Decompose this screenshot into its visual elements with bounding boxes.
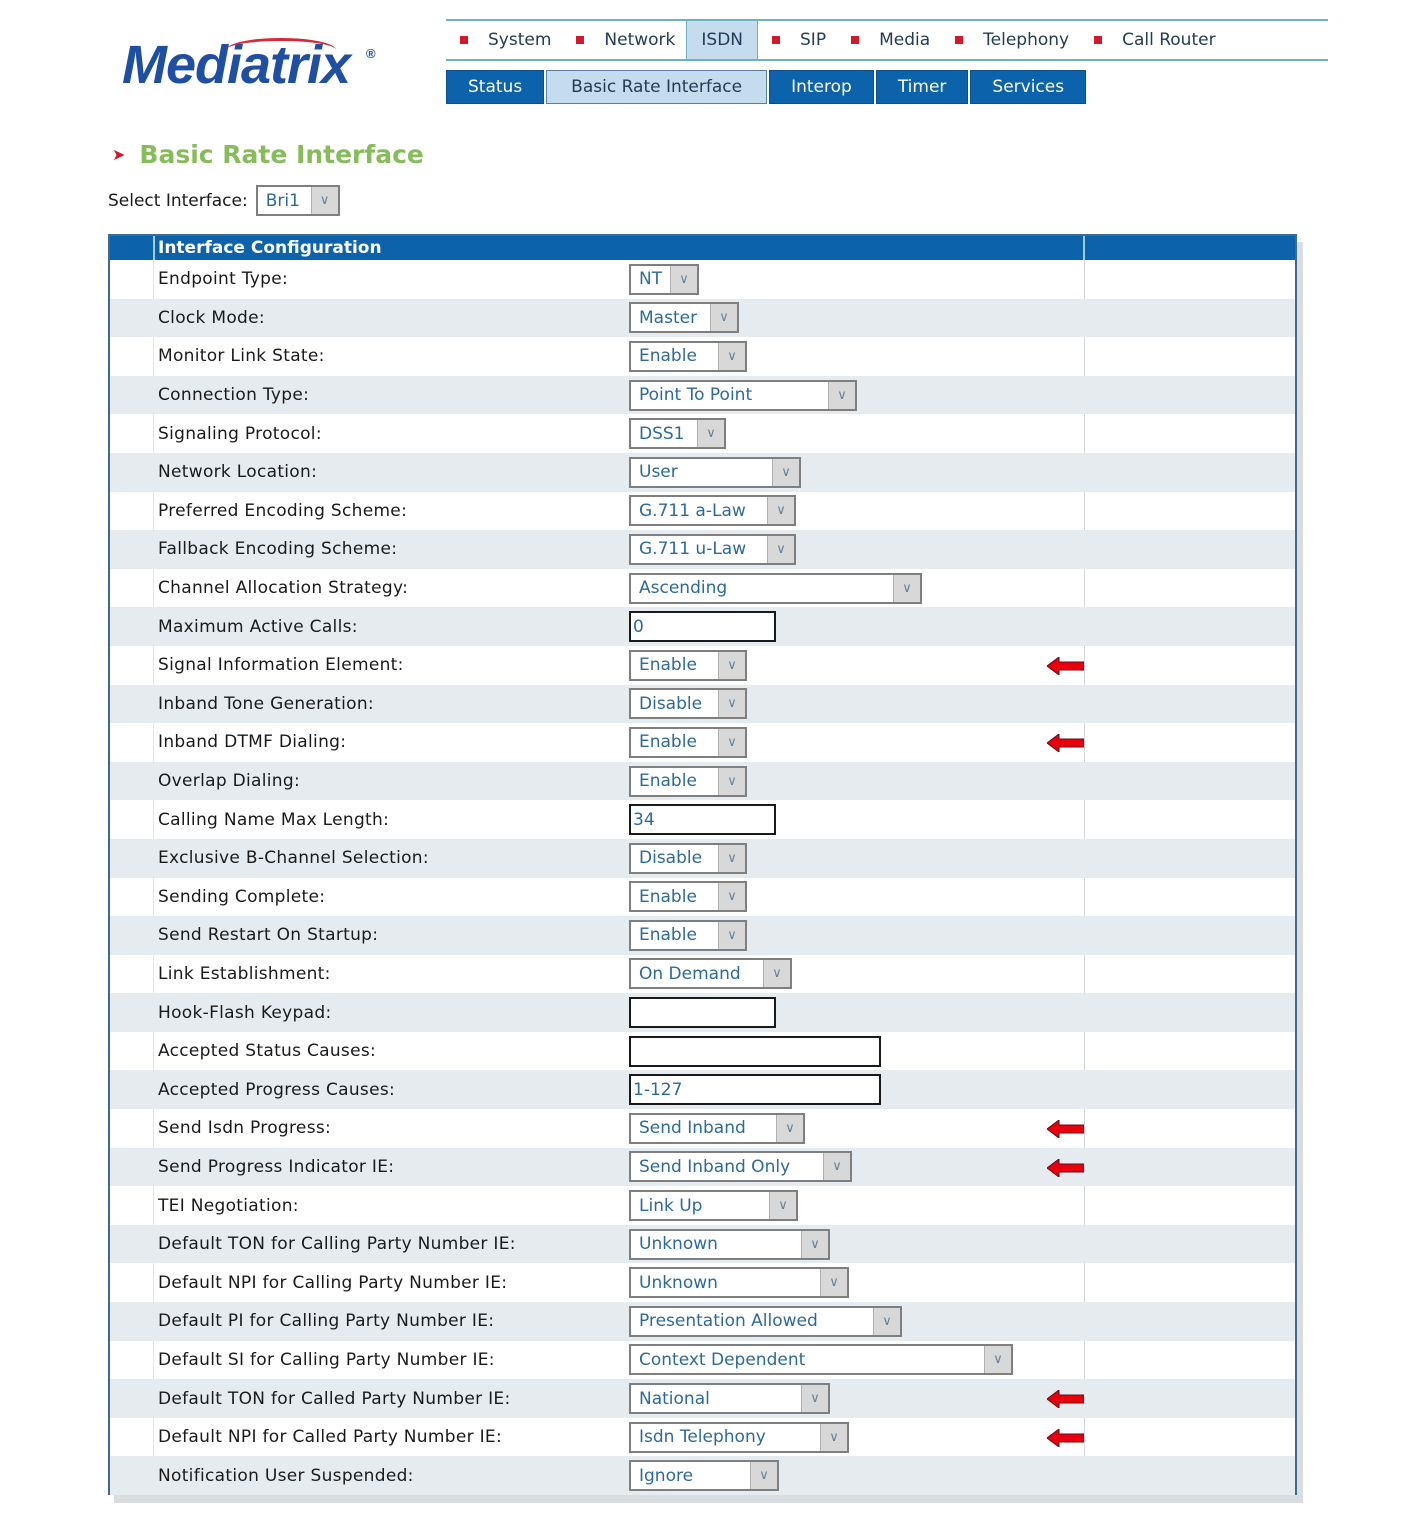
chevron-down-icon[interactable]: ∨ — [718, 690, 745, 717]
field-label: Sending Complete: — [158, 886, 326, 907]
arrow-left-icon — [1047, 1159, 1084, 1177]
arrow-left-icon — [1047, 1390, 1084, 1408]
interface-select[interactable] — [256, 185, 340, 216]
config-row — [110, 1341, 1295, 1380]
select-value: G.711 a-Law — [639, 500, 746, 521]
select-value: Enable — [639, 925, 697, 946]
chevron-down-icon[interactable]: ∨ — [776, 1115, 803, 1142]
config-row — [110, 1109, 1295, 1148]
config-row — [110, 530, 1295, 569]
field-select[interactable] — [629, 380, 857, 411]
field-select[interactable] — [629, 1113, 805, 1144]
select-value: Enable — [639, 346, 697, 367]
field-label: Default TON for Called Party Number IE: — [158, 1388, 511, 1409]
field-input[interactable] — [629, 997, 776, 1028]
tab-basic-rate-interface[interactable]: Basic Rate Interface — [546, 70, 767, 104]
tab-timer[interactable]: Timer — [876, 70, 969, 104]
chevron-down-icon[interactable]: ∨ — [767, 497, 794, 524]
field-label: Overlap Dialing: — [158, 771, 300, 792]
field-input[interactable]: 0 — [629, 611, 776, 642]
chevron-down-icon[interactable]: ∨ — [718, 768, 745, 795]
tab-status[interactable]: Status — [446, 70, 544, 104]
nav-sip[interactable] — [758, 21, 837, 59]
config-rows — [110, 260, 1295, 1495]
field-select[interactable] — [629, 418, 726, 449]
config-row — [110, 1225, 1295, 1264]
select-value: Enable — [639, 732, 697, 753]
config-row — [110, 993, 1295, 1032]
square-bullet-icon — [1094, 36, 1102, 44]
select-value: NT — [639, 269, 663, 290]
field-select[interactable] — [629, 573, 922, 604]
chevron-down-icon[interactable]: ∨ — [820, 1269, 847, 1296]
square-bullet-icon — [460, 36, 468, 44]
field-select[interactable] — [629, 766, 747, 797]
field-label: Default NPI for Called Party Number IE: — [158, 1427, 502, 1448]
config-row — [110, 453, 1295, 492]
select-value: National — [639, 1388, 710, 1409]
config-row — [110, 723, 1295, 762]
field-select[interactable] — [629, 1229, 830, 1260]
field-label: Fallback Encoding Scheme: — [158, 539, 398, 560]
select-value: On Demand — [639, 963, 741, 984]
field-label: Clock Mode: — [158, 307, 265, 328]
config-row — [110, 1263, 1295, 1302]
config-row — [110, 646, 1295, 685]
main-navigation — [446, 19, 1328, 61]
chevron-down-icon[interactable]: ∨ — [801, 1231, 828, 1258]
config-row — [110, 1379, 1295, 1418]
mediatrix-logo — [122, 34, 375, 96]
config-row — [110, 1456, 1295, 1495]
config-row — [110, 569, 1295, 608]
nav-label: Media — [879, 30, 931, 50]
select-value: Send Inband Only — [639, 1156, 791, 1177]
nav-label: ISDN — [701, 30, 744, 50]
chevron-down-icon[interactable]: ∨ — [873, 1308, 900, 1335]
config-row — [110, 492, 1295, 531]
select-value: Enable — [639, 655, 697, 676]
chevron-down-icon[interactable]: ∨ — [984, 1346, 1011, 1373]
field-select[interactable] — [629, 264, 699, 295]
nav-label: System — [488, 30, 552, 50]
select-value: Ascending — [639, 578, 728, 599]
field-label: Default PI for Calling Party Number IE: — [158, 1311, 495, 1332]
config-row — [110, 1070, 1295, 1109]
field-label: Hook-Flash Keypad: — [158, 1002, 332, 1023]
field-label: Inband Tone Generation: — [158, 693, 374, 714]
chevron-down-icon[interactable]: ∨ — [893, 575, 920, 602]
field-label: Default SI for Calling Party Number IE: — [158, 1349, 495, 1370]
chevron-down-icon[interactable]: ∨ — [750, 1462, 777, 1489]
chevron-down-icon[interactable]: ∨ — [820, 1424, 847, 1451]
chevron-down-icon[interactable]: ∨ — [718, 845, 745, 872]
chevron-down-icon[interactable]: ∨ — [767, 536, 794, 563]
select-value: Presentation Allowed — [639, 1311, 818, 1332]
chevron-down-icon[interactable]: ∨ — [772, 459, 799, 486]
field-label: Send Progress Indicator IE: — [158, 1156, 395, 1177]
square-bullet-icon — [851, 36, 859, 44]
config-row — [110, 916, 1295, 955]
field-select[interactable] — [629, 881, 747, 912]
panel-header — [110, 236, 1295, 260]
field-label: Channel Allocation Strategy: — [158, 578, 409, 599]
logo-arc-icon — [226, 38, 336, 62]
nav-system[interactable] — [446, 21, 562, 59]
field-select[interactable] — [629, 1267, 849, 1298]
field-select[interactable] — [629, 727, 747, 758]
field-label: TEI Negotiation: — [158, 1195, 299, 1216]
config-row — [110, 800, 1295, 839]
field-select[interactable] — [629, 1422, 849, 1453]
config-row — [110, 1032, 1295, 1071]
field-label: Accepted Status Causes: — [158, 1041, 377, 1062]
config-row — [110, 1148, 1295, 1187]
nav-label: Network — [604, 30, 676, 50]
config-row — [110, 260, 1295, 299]
chevron-down-icon[interactable]: ∨ — [769, 1192, 796, 1219]
field-label: Connection Type: — [158, 385, 310, 406]
field-select[interactable] — [629, 1190, 798, 1221]
config-row — [110, 685, 1295, 724]
select-interface — [108, 185, 340, 216]
arrow-left-icon — [1047, 1120, 1084, 1138]
select-value: Master — [639, 307, 698, 328]
field-select[interactable] — [629, 341, 747, 372]
field-select[interactable] — [629, 534, 796, 565]
square-bullet-icon — [772, 36, 780, 44]
field-label: Default NPI for Calling Party Number IE: — [158, 1272, 508, 1293]
select-value: Isdn Telephony — [639, 1427, 766, 1448]
config-row — [110, 337, 1295, 376]
chevron-down-icon[interactable]: ∨ — [801, 1385, 828, 1412]
chevron-down-icon[interactable]: ∨ — [718, 343, 745, 370]
select-value: User — [639, 462, 678, 483]
section-title: Interface Configuration — [158, 238, 382, 258]
nav-isdn[interactable] — [686, 21, 758, 59]
logo-text: Mediatrix — [122, 35, 351, 95]
nav-label: Telephony — [983, 30, 1070, 50]
tab-services[interactable]: Services — [970, 70, 1086, 104]
chevron-down-icon[interactable]: ∨ — [670, 266, 697, 293]
select-value: Context Dependent — [639, 1349, 806, 1370]
registered-mark: ® — [366, 46, 375, 61]
config-row — [110, 1302, 1295, 1341]
config-row — [110, 607, 1295, 646]
config-row — [110, 878, 1295, 917]
select-value: Point To Point — [639, 385, 753, 406]
arrow-left-icon — [1047, 734, 1084, 752]
field-select[interactable] — [629, 1151, 852, 1182]
config-row — [110, 762, 1295, 801]
chevron-down-icon[interactable]: ∨ — [763, 960, 790, 987]
field-label: Exclusive B-Channel Selection: — [158, 848, 429, 869]
select-value: Disable — [639, 693, 703, 714]
arrow-left-icon — [1047, 657, 1084, 675]
interface-select-value: Bri1 — [265, 190, 300, 211]
field-label: Maximum Active Calls: — [158, 616, 358, 637]
config-row — [110, 839, 1295, 878]
field-label: Network Location: — [158, 462, 318, 483]
field-label: Inband DTMF Dialing: — [158, 732, 347, 753]
nav-media[interactable] — [837, 21, 941, 59]
field-label: Default TON for Calling Party Number IE: — [158, 1234, 516, 1255]
config-row — [110, 299, 1295, 338]
interface-configuration-panel — [108, 234, 1297, 1495]
nav-label: Call Router — [1122, 30, 1216, 50]
field-label: Endpoint Type: — [158, 269, 289, 290]
tab-interop[interactable]: Interop — [769, 70, 874, 104]
nav-telephony[interactable] — [941, 21, 1080, 59]
chevron-down-icon[interactable]: ∨ — [710, 304, 737, 331]
chevron-down-icon[interactable]: ∨ — [718, 883, 745, 910]
config-row — [110, 1418, 1295, 1457]
config-row — [110, 955, 1295, 994]
select-value: Enable — [639, 771, 697, 792]
chevron-down-icon[interactable]: ∨ — [823, 1153, 850, 1180]
field-select[interactable] — [629, 843, 747, 874]
chevron-down-icon[interactable]: ∨ — [718, 729, 745, 756]
field-label: Monitor Link State: — [158, 346, 325, 367]
nav-call-router[interactable] — [1080, 21, 1226, 59]
field-select[interactable] — [629, 650, 747, 681]
chevron-down-icon[interactable]: ∨ — [718, 652, 745, 679]
select-value: Unknown — [639, 1272, 718, 1293]
square-bullet-icon — [576, 36, 584, 44]
field-select[interactable] — [629, 1460, 779, 1491]
nav-network[interactable] — [562, 21, 686, 59]
field-label: Accepted Progress Causes: — [158, 1079, 396, 1100]
square-bullet-icon — [955, 36, 963, 44]
field-select[interactable] — [629, 457, 801, 488]
select-value: Send Inband — [639, 1118, 746, 1139]
field-input[interactable] — [629, 1036, 881, 1067]
field-select[interactable] — [629, 1306, 902, 1337]
field-input[interactable]: 1-127 — [629, 1074, 881, 1105]
select-value: Disable — [639, 848, 703, 869]
chevron-down-icon[interactable]: ∨ — [718, 922, 745, 949]
chevron-down-icon[interactable]: ∨ — [697, 420, 724, 447]
config-row — [110, 414, 1295, 453]
select-interface-label: Select Interface: — [108, 190, 248, 211]
config-row — [110, 1186, 1295, 1225]
config-row — [110, 376, 1295, 415]
field-input[interactable]: 34 — [629, 804, 776, 835]
field-label: Calling Name Max Length: — [158, 809, 390, 830]
select-value: Link Up — [639, 1195, 703, 1216]
select-value: Enable — [639, 886, 697, 907]
field-select[interactable] — [629, 958, 792, 989]
select-value: Ignore — [639, 1465, 694, 1486]
arrow-left-icon — [1047, 1429, 1084, 1447]
page-title — [112, 140, 424, 169]
field-select[interactable] — [629, 1344, 1013, 1375]
select-value: DSS1 — [639, 423, 685, 444]
field-label: Notification User Suspended: — [158, 1465, 414, 1486]
field-select[interactable] — [629, 302, 739, 333]
sub-navigation — [446, 70, 1088, 104]
field-label: Link Establishment: — [158, 963, 331, 984]
title-bullet-icon: ➤ — [112, 145, 126, 164]
field-label: Signal Information Element: — [158, 655, 404, 676]
field-label: Signaling Protocol: — [158, 423, 322, 444]
chevron-down-icon[interactable]: ∨ — [311, 187, 338, 214]
field-label: Preferred Encoding Scheme: — [158, 500, 408, 521]
field-label: Send Restart On Startup: — [158, 925, 379, 946]
field-label: Send Isdn Progress: — [158, 1118, 332, 1139]
select-value: G.711 u-Law — [639, 539, 747, 560]
nav-label: SIP — [800, 30, 827, 50]
chevron-down-icon[interactable]: ∨ — [828, 382, 855, 409]
field-select[interactable] — [629, 1383, 830, 1414]
field-select[interactable] — [629, 920, 747, 951]
select-value: Unknown — [639, 1234, 718, 1255]
field-select[interactable] — [629, 688, 747, 719]
page-title-text: Basic Rate Interface — [139, 140, 424, 169]
field-select[interactable] — [629, 495, 796, 526]
